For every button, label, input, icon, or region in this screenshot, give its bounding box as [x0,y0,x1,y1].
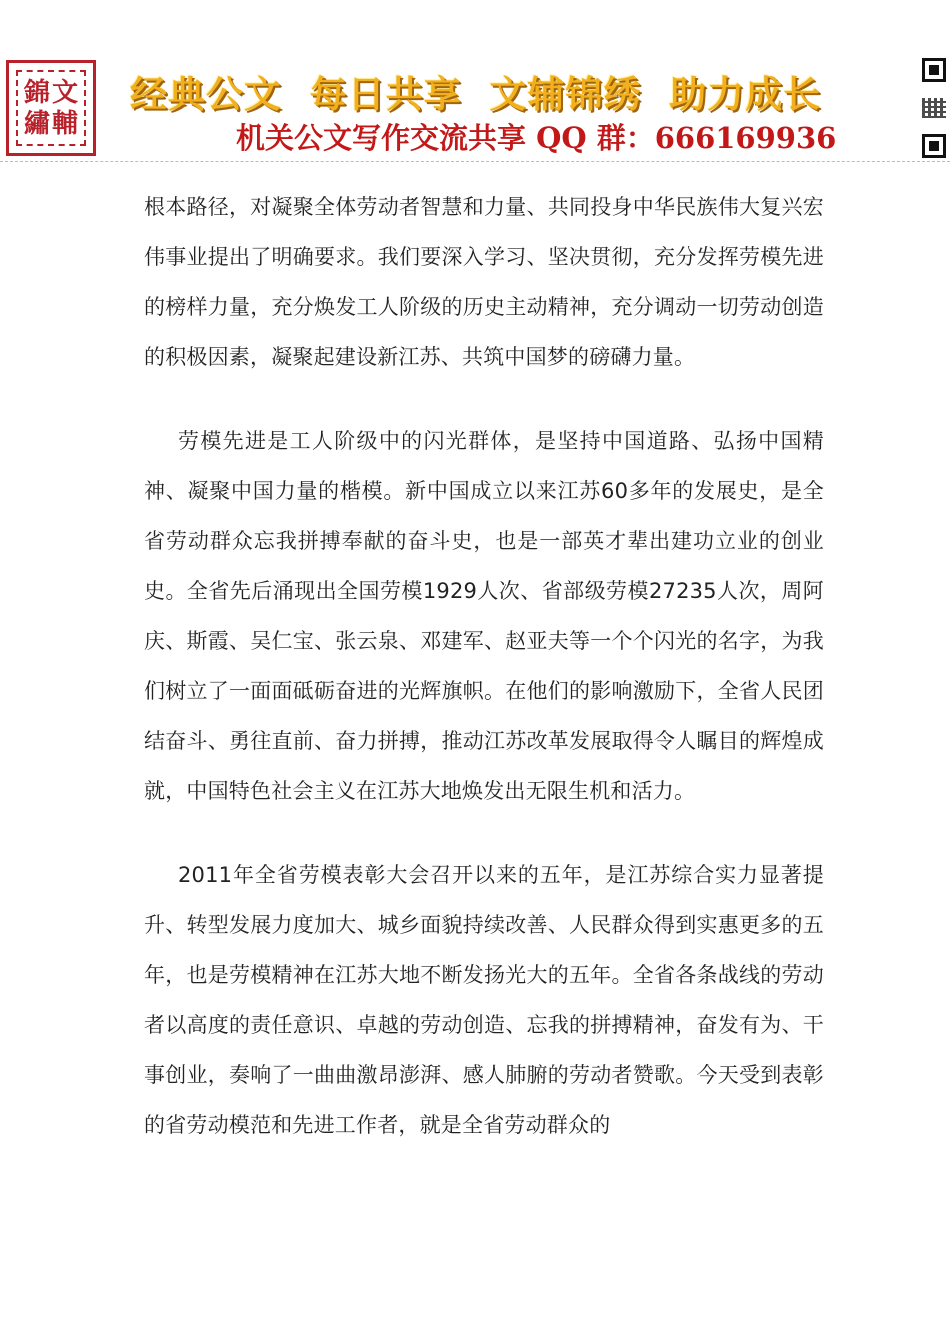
seal-char-2: 文 [51,77,78,108]
qr-finder-top [922,58,946,82]
qr-code-icon [922,58,948,158]
header-slogan: 经典公文 每日共享 文辅锦绣 助力成长 [130,72,822,116]
paragraph-3: 2011年全省劳模表彰大会召开以来的五年，是江苏综合实力显著提升、转型发展力度加大、城乡面貌持续改善、人民群众得到实惠更多的五年，也是劳模精神在江苏大地不断发扬光大的五年。全省各条战线的劳动者以高度的责任意识、卓越的劳动创造、忘我的拼搏精神，奋发有为、干事创业，奏响了一曲曲激昂澎湃、感人肺腑的劳动者赞歌。今天受到表彰的省劳动模范和先进工作者，就是全省劳动群众的 [144,863,824,1137]
seal-characters [23,77,79,139]
seal-char-1: 錦 [23,77,50,108]
header-qq-group: 机关公文写作交流共享 QQ 群：666169936 [236,121,837,155]
document-body [144,182,824,1150]
header-divider [0,161,950,162]
qr-finder-bottom [922,134,946,158]
seal-char-3: 繡 [23,108,50,139]
paragraph-2: 劳模先进是工人阶级中的闪光群体，是坚持中国道路、弘扬中国精神、凝聚中国力量的楷模。新中国成立以来江苏60多年的发展史，是全省劳动群众忘我拼搏奉献的奋斗史，也是一部英才辈出建功立业的创业史。全省先后涌现出全国劳模1929人次、省部级劳模27235人次，周阿庆、斯霞、吴仁宝、张云泉、邓建军、赵亚夫等一个个闪光的名字，为我们树立了一面面砥砺奋进的光辉旗帜。在他们的影响激励下，全省人民团结奋斗、勇往直前、奋力拼搏，推动江苏改革发展取得令人瞩目的辉煌成就，中国特色社会主义在江苏大地焕发出无限生机和活力。 [144,429,824,803]
document-header-banner [0,0,950,165]
seal-char-4: 輔 [51,108,78,139]
seal-logo [6,60,96,156]
qr-modules [922,98,946,118]
paragraph-1: 根本路径，对凝聚全体劳动者智慧和力量、共同投身中华民族伟大复兴宏伟事业提出了明确要求。我们要深入学习、坚决贯彻，充分发挥劳模先进的榜样力量，充分焕发工人阶级的历史主动精神，充分调动一切劳动创造的积极因素，凝聚起建设新江苏、共筑中国梦的磅礴力量。 [144,195,824,369]
